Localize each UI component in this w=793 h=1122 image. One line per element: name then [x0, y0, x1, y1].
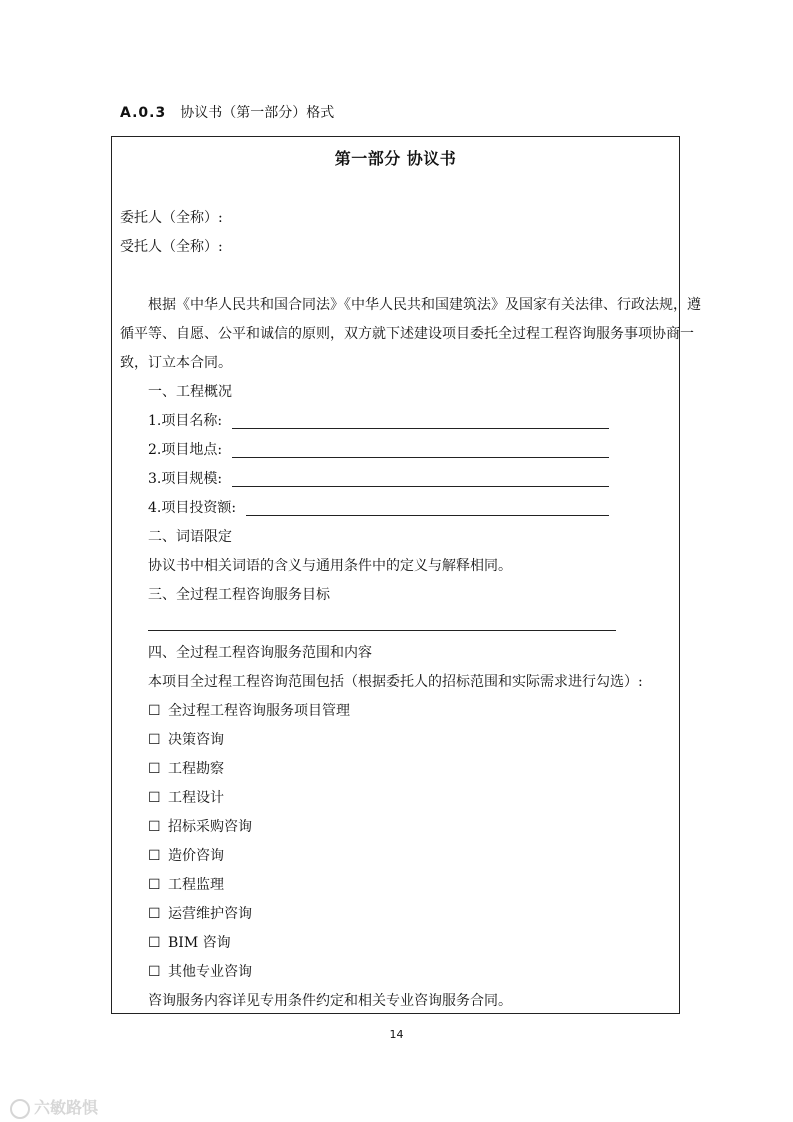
project-investment-field[interactable]: [246, 515, 609, 516]
project-name-field[interactable]: [232, 428, 609, 429]
scope-option[interactable]: [148, 817, 252, 837]
project-scale-label: 3.项目规模:: [148, 471, 223, 487]
section-4-heading: 四、全过程工程咨询服务范围和内容: [148, 645, 372, 661]
project-location-field[interactable]: [232, 457, 609, 458]
scope-option[interactable]: [148, 962, 252, 982]
checkbox-icon[interactable]: ☐: [148, 906, 161, 922]
checkbox-icon[interactable]: ☐: [148, 703, 161, 719]
scope-option[interactable]: [148, 933, 231, 953]
preamble-line-1: 根据《中华人民共和国合同法》《中华人民共和国建筑法》及国家有关法律、行政法规，遵: [148, 297, 701, 313]
checkbox-icon[interactable]: ☐: [148, 761, 161, 777]
scope-option-label: 招标采购咨询: [168, 819, 252, 835]
scope-option-label: 决策咨询: [168, 732, 224, 748]
checkbox-icon[interactable]: ☐: [148, 732, 161, 748]
scope-option[interactable]: [148, 701, 350, 721]
agreement-title: 第一部分 协议书: [334, 149, 457, 168]
section-2-heading: 二、词语限定: [148, 529, 232, 545]
project-scale-field[interactable]: [232, 486, 609, 487]
section-3-heading: 三、全过程工程咨询服务目标: [148, 587, 330, 603]
service-goal-field[interactable]: [148, 630, 616, 631]
project-investment-label: 4.项目投资额:: [148, 500, 237, 516]
checkbox-icon[interactable]: ☐: [148, 935, 161, 951]
checkbox-icon[interactable]: ☐: [148, 964, 161, 980]
scope-option-label: 造价咨询: [168, 848, 224, 864]
scope-option[interactable]: [148, 846, 224, 866]
scope-option-label: 运营维护咨询: [168, 906, 252, 922]
scope-option[interactable]: [148, 759, 224, 779]
watermark-logo-icon: [10, 1099, 30, 1119]
section-title: 协议书（第一部分）格式: [180, 105, 335, 121]
scope-option-label: 工程勘察: [168, 761, 224, 777]
page-number: 14: [389, 1028, 404, 1041]
scope-option-label: BIM 咨询: [168, 935, 231, 951]
agent-label: 受托人（全称）:: [120, 239, 223, 255]
scope-footer-text: 咨询服务内容详见专用条件约定和相关专业咨询服务合同。: [148, 993, 512, 1009]
preamble-line-2: 循平等、自愿、公平和诚信的原则，双方就下述建设项目委托全过程工程咨询服务事项协商一: [120, 326, 694, 342]
scope-option-label: 工程监理: [168, 877, 224, 893]
section-heading: [120, 102, 334, 122]
checkbox-icon[interactable]: ☐: [148, 848, 161, 864]
scope-option-label: 全过程工程咨询服务项目管理: [168, 703, 350, 719]
scope-option[interactable]: [148, 875, 224, 895]
project-location-label: 2.项目地点:: [148, 442, 223, 458]
project-name-label: 1.项目名称:: [148, 413, 223, 429]
scope-option-label: 其他专业咨询: [168, 964, 252, 980]
preamble-line-3: 致，订立本合同。: [120, 355, 232, 371]
watermark: [10, 1095, 98, 1119]
checkbox-icon[interactable]: ☐: [148, 790, 161, 806]
section-2-text: 协议书中相关词语的含义与通用条件中的定义与解释相同。: [148, 558, 512, 574]
checkbox-icon[interactable]: ☐: [148, 877, 161, 893]
client-label: 委托人（全称）:: [120, 210, 223, 226]
section-number: A.0.3: [120, 105, 167, 121]
scope-option[interactable]: [148, 788, 224, 808]
section-1-heading: 一、工程概况: [148, 384, 232, 400]
scope-option[interactable]: [148, 904, 252, 924]
section-4-text: 本项目全过程工程咨询范围包括（根据委托人的招标范围和实际需求进行勾选）:: [148, 674, 643, 690]
watermark-text: 六敏路惧: [34, 1098, 99, 1117]
checkbox-icon[interactable]: ☐: [148, 819, 161, 835]
scope-option-label: 工程设计: [168, 790, 224, 806]
scope-option[interactable]: [148, 730, 224, 750]
